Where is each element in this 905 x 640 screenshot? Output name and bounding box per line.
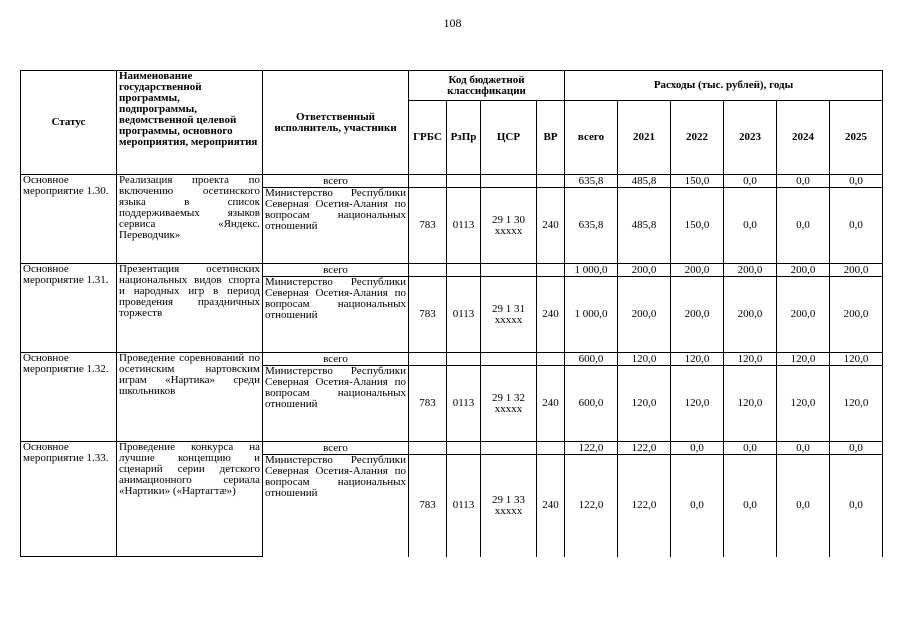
header-year: 2023 (724, 101, 777, 175)
row-value: 150,0 (671, 188, 724, 264)
total-value: 120,0 (830, 353, 883, 366)
total-value: 485,8 (618, 175, 671, 188)
row-value: 200,0 (671, 277, 724, 353)
total-value: 122,0 (618, 442, 671, 455)
row-value: 200,0 (830, 277, 883, 353)
row-value: 200,0 (777, 277, 830, 353)
total-value: 150,0 (671, 175, 724, 188)
header-year: 2021 (618, 101, 671, 175)
table-row (21, 264, 883, 277)
header-rzpr: РзПр (447, 101, 481, 175)
total-value: 0,0 (724, 175, 777, 188)
row-status: Основное мероприятие 1.30. (21, 175, 117, 264)
row-status: Основное мероприятие 1.33. (21, 442, 117, 557)
row-vr: 240 (537, 188, 565, 264)
total-value: 200,0 (671, 264, 724, 277)
header-grbs: ГРБС (409, 101, 447, 175)
row-name: Проведение соревнований по осетинским нартовским играм «Нартика» среди школьников (117, 353, 263, 442)
budget-table (20, 70, 883, 557)
row-vr: 240 (537, 277, 565, 353)
row-value: 0,0 (830, 188, 883, 264)
row-total-label: всего (263, 175, 409, 188)
row-value: 0,0 (724, 455, 777, 557)
table-row (21, 175, 883, 188)
row-name: Презентация осетинских национальных видов спорта и народных игр в период проведения праздничных торжеств (117, 264, 263, 353)
header-year: 2025 (830, 101, 883, 175)
row-rzpr: 0113 (447, 277, 481, 353)
row-vr: 240 (537, 366, 565, 442)
row-name: Реализация проекта по включению осетинского языка в список поддерживаемых языков сервиса «Яндекс. Переводчик» (117, 175, 263, 264)
row-executor: Министерство Республики Северная Осетия-Алания по вопросам национальных отношений (263, 188, 409, 264)
header-budget-code: Код бюджетной классификации (409, 71, 565, 101)
row-csr: 29 1 31 xxxxx (481, 277, 537, 353)
row-value: 122,0 (565, 455, 618, 557)
row-total-label: всего (263, 442, 409, 455)
page-number: 108 (443, 16, 462, 30)
total-value: 200,0 (777, 264, 830, 277)
row-total-label: всего (263, 264, 409, 277)
row-value: 0,0 (830, 455, 883, 557)
row-value: 0,0 (671, 455, 724, 557)
row-value: 1 000,0 (565, 277, 618, 353)
row-csr: 29 1 33 xxxxx (481, 455, 537, 557)
row-executor: Министерство Республики Северная Осетия-Алания по вопросам национальных отношений (263, 277, 409, 353)
row-value: 122,0 (618, 455, 671, 557)
total-value: 635,8 (565, 175, 618, 188)
row-value: 0,0 (777, 188, 830, 264)
header-vr: ВР (537, 101, 565, 175)
total-value: 120,0 (724, 353, 777, 366)
row-grbs: 783 (409, 455, 447, 557)
header-csr: ЦСР (481, 101, 537, 175)
row-csr: 29 1 32 xxxxx (481, 366, 537, 442)
row-grbs: 783 (409, 277, 447, 353)
total-value: 0,0 (777, 175, 830, 188)
row-rzpr: 0113 (447, 455, 481, 557)
total-value: 0,0 (777, 442, 830, 455)
row-total-label: всего (263, 353, 409, 366)
row-value: 200,0 (724, 277, 777, 353)
row-vr: 240 (537, 455, 565, 557)
total-value: 0,0 (830, 175, 883, 188)
total-value: 120,0 (618, 353, 671, 366)
header-expenses: Расходы (тыс. рублей), годы (565, 71, 883, 101)
row-value: 120,0 (671, 366, 724, 442)
row-value: 0,0 (777, 455, 830, 557)
row-value: 200,0 (618, 277, 671, 353)
total-value: 200,0 (618, 264, 671, 277)
total-value: 122,0 (565, 442, 618, 455)
row-executor: Министерство Республики Северная Осетия-Алания по вопросам национальных отношений (263, 455, 409, 557)
total-value: 120,0 (777, 353, 830, 366)
row-value: 0,0 (724, 188, 777, 264)
header-name: Наименование государственной программы, подпрограммы, ведомственной целевой программы, основного мероприятия, мероприятия (117, 71, 263, 175)
header-year: 2024 (777, 101, 830, 175)
total-value: 600,0 (565, 353, 618, 366)
header-row-1 (21, 71, 883, 101)
row-csr: 29 1 30 xxxxx (481, 188, 537, 264)
row-name: Проведение конкурса на лучшие концепцию и сценарий серии детского анимационного сериала «Нартики» («Нартагтæ») (117, 442, 263, 557)
table-row (21, 353, 883, 366)
total-value: 0,0 (724, 442, 777, 455)
row-rzpr: 0113 (447, 188, 481, 264)
row-value: 120,0 (618, 366, 671, 442)
total-value: 0,0 (830, 442, 883, 455)
row-status: Основное мероприятие 1.32. (21, 353, 117, 442)
row-status: Основное мероприятие 1.31. (21, 264, 117, 353)
row-rzpr: 0113 (447, 366, 481, 442)
row-value: 120,0 (777, 366, 830, 442)
row-value: 635,8 (565, 188, 618, 264)
row-executor: Министерство Республики Северная Осетия-Алания по вопросам национальных отношений (263, 366, 409, 442)
header-total: всего (565, 101, 618, 175)
total-value: 0,0 (671, 442, 724, 455)
row-grbs: 783 (409, 366, 447, 442)
row-value: 120,0 (724, 366, 777, 442)
header-year: 2022 (671, 101, 724, 175)
row-value: 600,0 (565, 366, 618, 442)
row-value: 120,0 (830, 366, 883, 442)
header-status: Статус (21, 71, 117, 175)
row-value: 485,8 (618, 188, 671, 264)
total-value: 200,0 (830, 264, 883, 277)
total-value: 1 000,0 (565, 264, 618, 277)
table-row (21, 442, 883, 455)
row-grbs: 783 (409, 188, 447, 264)
header-executor: Ответственный исполнитель, участники (263, 71, 409, 175)
total-value: 120,0 (671, 353, 724, 366)
total-value: 200,0 (724, 264, 777, 277)
